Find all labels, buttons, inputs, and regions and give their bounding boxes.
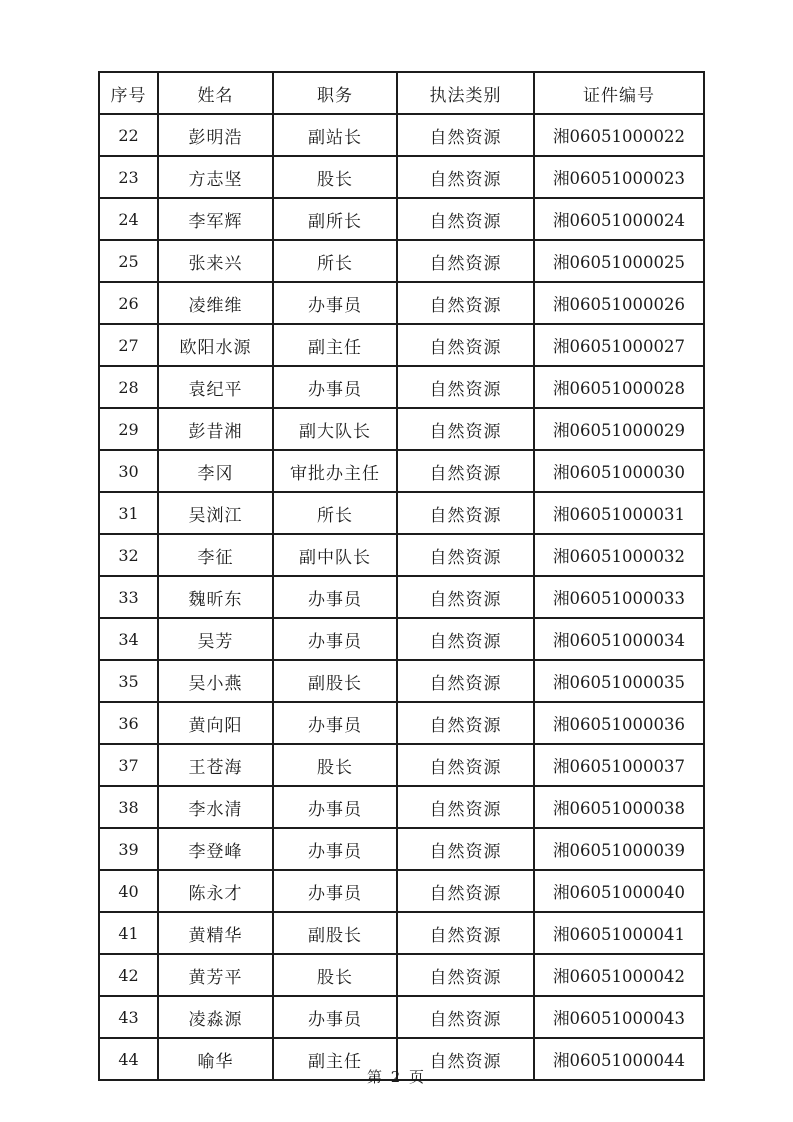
cell-certificate-number: 湘06051000038 (534, 786, 704, 828)
table-row (99, 870, 704, 912)
cell-position: 办事员 (273, 618, 397, 660)
cell-certificate-number: 湘06051000030 (534, 450, 704, 492)
cell-position: 副所长 (273, 198, 397, 240)
cell-certificate-number: 湘06051000040 (534, 870, 704, 912)
cell-name: 魏昕东 (158, 576, 273, 618)
cell-serial-number: 25 (99, 240, 158, 282)
table-row (99, 324, 704, 366)
cell-enforcement-category: 自然资源 (397, 534, 534, 576)
cell-position: 办事员 (273, 576, 397, 618)
cell-certificate-number: 湘06051000043 (534, 996, 704, 1038)
cell-serial-number: 44 (99, 1038, 158, 1080)
cell-certificate-number: 湘06051000022 (534, 114, 704, 156)
cell-position: 股长 (273, 156, 397, 198)
cell-enforcement-category: 自然资源 (397, 996, 534, 1038)
cell-serial-number: 37 (99, 744, 158, 786)
cell-enforcement-category: 自然资源 (397, 366, 534, 408)
table-row (99, 282, 704, 324)
cell-certificate-number: 湘06051000042 (534, 954, 704, 996)
table-row (99, 534, 704, 576)
cell-certificate-number: 湘06051000024 (534, 198, 704, 240)
table-row (99, 786, 704, 828)
table-row (99, 912, 704, 954)
table-row (99, 828, 704, 870)
cell-serial-number: 42 (99, 954, 158, 996)
cell-serial-number: 26 (99, 282, 158, 324)
cell-certificate-number: 湘06051000026 (534, 282, 704, 324)
cell-certificate-number: 湘06051000035 (534, 660, 704, 702)
table-row (99, 744, 704, 786)
cell-name: 李征 (158, 534, 273, 576)
cell-position: 副主任 (273, 324, 397, 366)
table-body (99, 114, 704, 1080)
cell-enforcement-category: 自然资源 (397, 744, 534, 786)
table-row (99, 618, 704, 660)
cell-certificate-number: 湘06051000023 (534, 156, 704, 198)
column-header-name: 姓名 (158, 72, 273, 114)
table-row (99, 366, 704, 408)
table-row (99, 156, 704, 198)
table-row (99, 198, 704, 240)
cell-enforcement-category: 自然资源 (397, 912, 534, 954)
table-row (99, 492, 704, 534)
cell-enforcement-category: 自然资源 (397, 954, 534, 996)
cell-serial-number: 22 (99, 114, 158, 156)
table-row (99, 702, 704, 744)
officials-table (98, 71, 705, 1081)
cell-enforcement-category: 自然资源 (397, 282, 534, 324)
cell-certificate-number: 湘06051000041 (534, 912, 704, 954)
cell-position: 办事员 (273, 702, 397, 744)
table-row (99, 954, 704, 996)
cell-name: 凌淼源 (158, 996, 273, 1038)
cell-name: 吴小燕 (158, 660, 273, 702)
cell-enforcement-category: 自然资源 (397, 492, 534, 534)
table-row (99, 996, 704, 1038)
cell-certificate-number: 湘06051000027 (534, 324, 704, 366)
cell-certificate-number: 湘06051000033 (534, 576, 704, 618)
cell-name: 黄芳平 (158, 954, 273, 996)
cell-enforcement-category: 自然资源 (397, 450, 534, 492)
cell-name: 彭昔湘 (158, 408, 273, 450)
cell-position: 股长 (273, 744, 397, 786)
cell-enforcement-category: 自然资源 (397, 240, 534, 282)
cell-enforcement-category: 自然资源 (397, 660, 534, 702)
cell-serial-number: 30 (99, 450, 158, 492)
cell-serial-number: 32 (99, 534, 158, 576)
cell-position: 所长 (273, 240, 397, 282)
table-header-row (99, 72, 704, 114)
cell-serial-number: 33 (99, 576, 158, 618)
cell-name: 李冈 (158, 450, 273, 492)
cell-position: 办事员 (273, 996, 397, 1038)
cell-serial-number: 38 (99, 786, 158, 828)
cell-position: 办事员 (273, 366, 397, 408)
page-number-footer: 第 2 页 (366, 1068, 427, 1086)
cell-enforcement-category: 自然资源 (397, 576, 534, 618)
cell-enforcement-category: 自然资源 (397, 618, 534, 660)
table-row (99, 240, 704, 282)
cell-name: 欧阳水源 (158, 324, 273, 366)
cell-enforcement-category: 自然资源 (397, 786, 534, 828)
cell-position: 副大队长 (273, 408, 397, 450)
cell-name: 彭明浩 (158, 114, 273, 156)
cell-name: 李军辉 (158, 198, 273, 240)
cell-position: 副股长 (273, 660, 397, 702)
cell-name: 喻华 (158, 1038, 273, 1080)
cell-certificate-number: 湘06051000039 (534, 828, 704, 870)
cell-serial-number: 35 (99, 660, 158, 702)
cell-certificate-number: 湘06051000037 (534, 744, 704, 786)
cell-enforcement-category: 自然资源 (397, 1038, 534, 1080)
cell-serial-number: 39 (99, 828, 158, 870)
table-row (99, 576, 704, 618)
cell-enforcement-category: 自然资源 (397, 324, 534, 366)
table-row (99, 114, 704, 156)
cell-enforcement-category: 自然资源 (397, 828, 534, 870)
cell-name: 李登峰 (158, 828, 273, 870)
cell-position: 股长 (273, 954, 397, 996)
cell-position: 所长 (273, 492, 397, 534)
cell-serial-number: 29 (99, 408, 158, 450)
table-row (99, 660, 704, 702)
cell-serial-number: 28 (99, 366, 158, 408)
cell-position: 办事员 (273, 828, 397, 870)
cell-position: 副股长 (273, 912, 397, 954)
cell-enforcement-category: 自然资源 (397, 702, 534, 744)
cell-serial-number: 27 (99, 324, 158, 366)
cell-position: 办事员 (273, 870, 397, 912)
cell-certificate-number: 湘06051000025 (534, 240, 704, 282)
cell-enforcement-category: 自然资源 (397, 156, 534, 198)
cell-enforcement-category: 自然资源 (397, 870, 534, 912)
cell-certificate-number: 湘06051000028 (534, 366, 704, 408)
cell-enforcement-category: 自然资源 (397, 114, 534, 156)
cell-name: 吴芳 (158, 618, 273, 660)
cell-certificate-number: 湘06051000044 (534, 1038, 704, 1080)
cell-name: 吴浏江 (158, 492, 273, 534)
cell-position: 审批办主任 (273, 450, 397, 492)
cell-serial-number: 36 (99, 702, 158, 744)
cell-serial-number: 34 (99, 618, 158, 660)
table-row (99, 408, 704, 450)
column-header-serial-number: 序号 (99, 72, 158, 114)
cell-name: 袁纪平 (158, 366, 273, 408)
cell-serial-number: 40 (99, 870, 158, 912)
cell-name: 黄精华 (158, 912, 273, 954)
cell-name: 王苍海 (158, 744, 273, 786)
cell-position: 办事员 (273, 786, 397, 828)
cell-serial-number: 23 (99, 156, 158, 198)
cell-enforcement-category: 自然资源 (397, 408, 534, 450)
cell-position: 办事员 (273, 282, 397, 324)
cell-name: 方志坚 (158, 156, 273, 198)
cell-certificate-number: 湘06051000032 (534, 534, 704, 576)
cell-position: 副中队长 (273, 534, 397, 576)
cell-name: 凌维维 (158, 282, 273, 324)
cell-certificate-number: 湘06051000031 (534, 492, 704, 534)
cell-name: 陈永才 (158, 870, 273, 912)
column-header-position: 职务 (273, 72, 397, 114)
cell-name: 黄向阳 (158, 702, 273, 744)
cell-certificate-number: 湘06051000029 (534, 408, 704, 450)
cell-serial-number: 31 (99, 492, 158, 534)
cell-serial-number: 24 (99, 198, 158, 240)
cell-serial-number: 41 (99, 912, 158, 954)
cell-position: 副站长 (273, 114, 397, 156)
cell-enforcement-category: 自然资源 (397, 198, 534, 240)
cell-position: 副主任 (273, 1038, 397, 1080)
column-header-enforcement-category: 执法类别 (397, 72, 534, 114)
column-header-certificate-number: 证件编号 (534, 72, 704, 114)
table-row (99, 450, 704, 492)
cell-certificate-number: 湘06051000036 (534, 702, 704, 744)
cell-serial-number: 43 (99, 996, 158, 1038)
cell-name: 李水清 (158, 786, 273, 828)
cell-name: 张来兴 (158, 240, 273, 282)
cell-certificate-number: 湘06051000034 (534, 618, 704, 660)
